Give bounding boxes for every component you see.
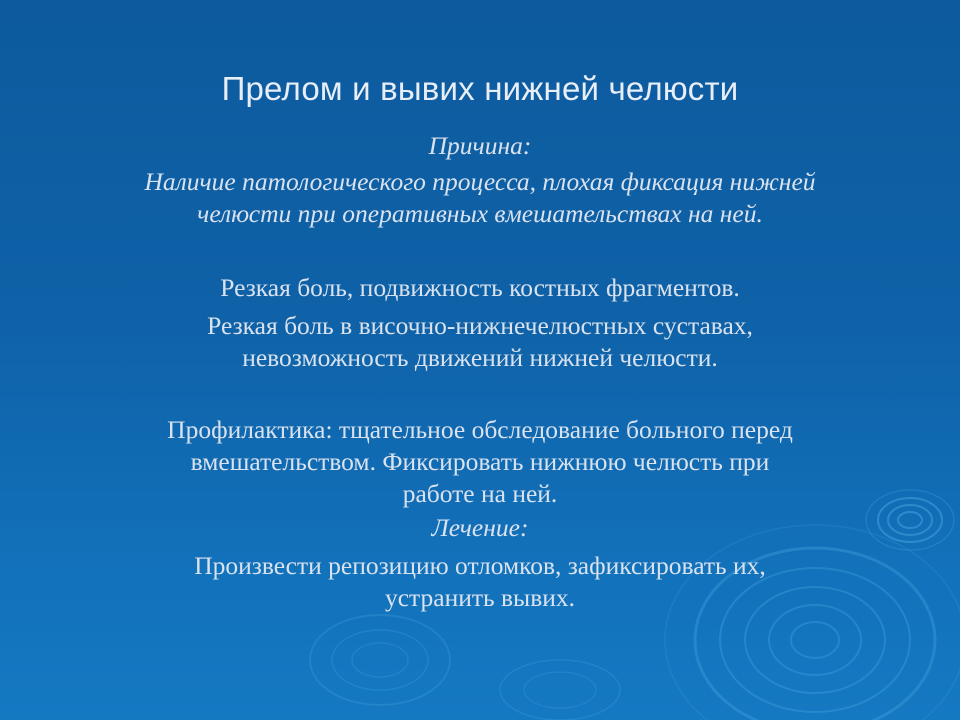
prevention-line2: вмешательством. Фиксировать нижнюю челюсть при [190, 447, 770, 476]
treatment-line2: устранить вывих. [384, 583, 576, 612]
cause-text-line2: челюсти при оперативных вмешательствах на ней. [197, 199, 763, 228]
cause-text-line1: Наличие патологического процесса, плохая фиксация нижней [144, 167, 816, 196]
dislocation-symptoms-line1: Резкая боль в височно-нижнечелюстных суставах, [207, 311, 753, 340]
prevention-line1: Профилактика: тщательное обследование больного перед [167, 415, 793, 444]
prevention-line3: работе на ней. [402, 479, 558, 508]
cause-heading: Причина: [428, 131, 532, 160]
treatment-line1: Произвести репозицию отломков, зафиксировать их, [194, 551, 766, 580]
slide-title: Прелом и вывих нижней челюсти [221, 70, 739, 107]
treatment-heading: Лечение: [431, 513, 529, 542]
fracture-symptoms: Резкая боль, подвижность костных фрагментов. [220, 273, 740, 302]
dislocation-symptoms-line2: невозможность движений нижней челюсти. [242, 343, 718, 372]
